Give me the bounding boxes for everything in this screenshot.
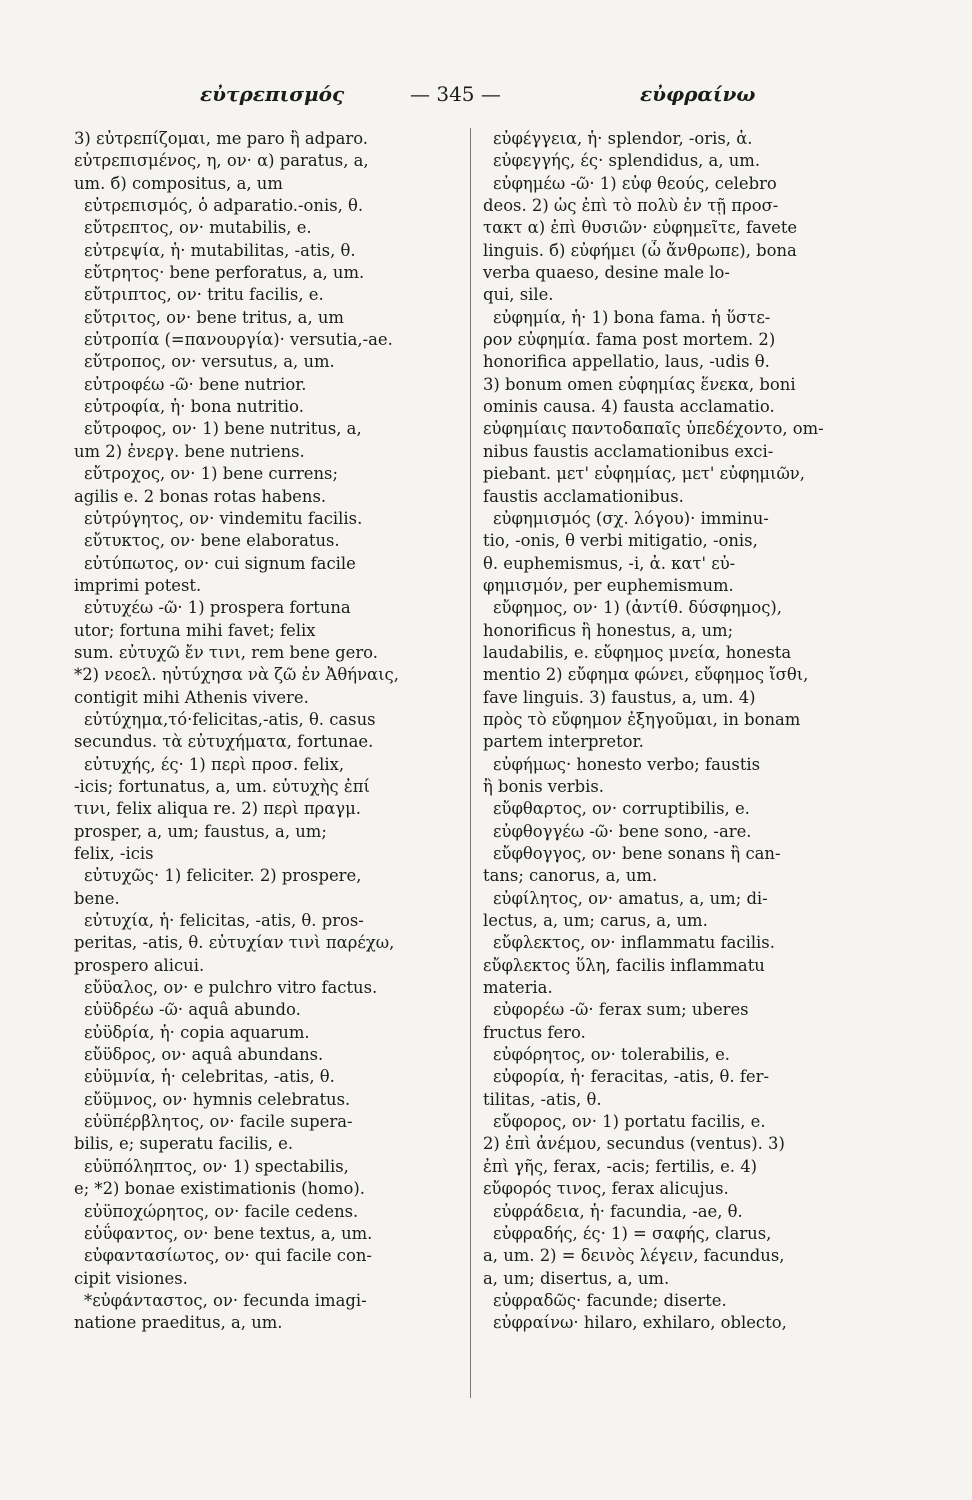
dictionary-line: εὔφημος, ον· 1) (ἀντίθ. δύσφημος),: [493, 598, 782, 618]
dictionary-line: εὔφορος, ον· 1) portatu facilis, e.: [493, 1112, 766, 1132]
dictionary-line: agilis e. 2 bonas rotas habens.: [74, 486, 327, 506]
dictionary-line: εὐφραίνω· hilaro, exhilaro, oblecto,: [493, 1313, 787, 1333]
dictionary-line: *εὐφάνταστος, ον· fecunda imagi-: [84, 1290, 367, 1310]
dictionary-line: εὔτυκτος, ον· bene elaboratus.: [84, 531, 340, 551]
dictionary-line: peritas, -atis, θ. εὐτυχίαν τινὶ παρέχω,: [74, 933, 395, 953]
dictionary-line: εὐτρεπισμός, ὁ adparatio.-onis, θ.: [84, 196, 364, 216]
dictionary-line: εὐφημέω -ῶ· 1) εὐφ θεούς, celebro: [493, 173, 777, 193]
dictionary-line: εὐφόρητος, ον· tolerabilis, e.: [493, 1045, 731, 1065]
dictionary-line: partem interpretor.: [483, 732, 644, 752]
dictionary-line: tilitas, -atis, θ.: [483, 1089, 602, 1109]
dictionary-line: utor; fortuna mihi favet; felix: [74, 620, 316, 640]
dictionary-line: a, um; disertus, a, um.: [483, 1268, 670, 1288]
dictionary-line: qui, sile.: [483, 285, 554, 305]
dictionary-line: εὐΰφαντος, ον· bene textus, a, um.: [84, 1223, 373, 1243]
dictionary-line: τακτ α) ἐπὶ θυσιῶν· εὐφημεῖτε, favete: [483, 218, 798, 238]
dictionary-line: bilis, e; superatu facilis, e.: [74, 1134, 294, 1154]
dictionary-line: εὐϋπέρβλητος, ον· facile supera-: [84, 1112, 353, 1132]
left-column: [74, 128, 462, 1335]
dictionary-line: natione praeditus, a, um.: [74, 1313, 283, 1333]
dictionary-line: εὐφράδεια, ἡ· facundia, -ae, θ.: [493, 1201, 743, 1221]
dictionary-line: imprimi potest.: [74, 575, 202, 595]
dictionary-line: εὐϋποχώρητος, ον· facile cedens.: [84, 1201, 359, 1221]
dictionary-line: εὔτρεπτος, ον· mutabilis, e.: [84, 218, 312, 238]
dictionary-line: felix, -icis: [74, 844, 154, 863]
dictionary-line: tans; canorus, a, um.: [483, 866, 658, 886]
dictionary-line: εὐφημία, ἡ· 1) bona fama. ἡ ὕστε-: [493, 307, 771, 327]
dictionary-line: sum. εὐτυχῶ ἔν τινι, rem bene gero.: [74, 642, 378, 662]
dictionary-line: εὐϋμνία, ἡ· celebritas, -atis, θ.: [84, 1067, 335, 1087]
dictionary-line: εὔτροχος, ον· 1) bene currens;: [84, 464, 338, 484]
dictionary-line: a, um. 2) = δεινὸς λέγειν, facundus,: [483, 1246, 785, 1266]
dictionary-line: εὐφορία, ἡ· feracitas, -atis, θ. fer-: [493, 1067, 769, 1087]
dictionary-line: εὐτρύγητος, ον· vindemitu facilis.: [84, 508, 363, 528]
dictionary-line: prospero alicui.: [74, 955, 205, 975]
dictionary-line: deos. 2) ὡς ἐπὶ τὸ πολὺ ἐν τῇ προσ-: [483, 196, 779, 216]
dictionary-line: laudabilis, e. εὔφημος μνεία, honesta: [483, 642, 792, 662]
dictionary-line: prosper, a, um; faustus, a, um;: [74, 821, 327, 841]
dictionary-line: 3) bonum omen εὐφημίας ἕνεκα, boni: [483, 374, 796, 394]
dictionary-line: ominis causa. 4) fausta acclamatio.: [483, 397, 775, 417]
dictionary-line: εὔφλεκτος ὕλη, facilis inflammatu: [483, 955, 765, 975]
dictionary-line: honorifica appellatio, laus, -udis θ.: [483, 352, 770, 372]
dictionary-line: φημισμόν, per euphemismum.: [483, 575, 734, 595]
dictionary-line: fave linguis. 3) faustus, a, um. 4): [483, 687, 756, 707]
dictionary-line: εὔϋαλος, ον· e pulchro vitro factus.: [84, 978, 378, 998]
right-running-headword: εὐφραίνω: [640, 82, 756, 106]
dictionary-line: πρὸς τὸ εὔφημον ἐξηγοῦμαι, in bonam: [483, 709, 801, 729]
dictionary-line: εὐϋπόληπτος, ον· 1) spectabilis,: [84, 1156, 349, 1176]
dictionary-line: fructus fero.: [483, 1022, 586, 1042]
dictionary-line: εὔτρητος· bene perforatus, a, um.: [84, 263, 365, 283]
dictionary-line: linguis. б) εὐφήμει (ὦ ἄνθρωπε), bona: [483, 240, 797, 260]
right-column: [483, 128, 871, 1335]
dictionary-line: εὐτρεπισμένος, η, ον· α) paratus, a,: [74, 151, 369, 171]
dictionary-line: εὔτριπτος, ον· tritu facilis, e.: [84, 285, 324, 305]
dictionary-line: *2) νεοελ. ηὐτύχησα νὰ ζῶ ἐν Ἀθήναις,: [74, 665, 399, 685]
dictionary-line: εὐτροφία, ἡ· bona nutritio.: [84, 397, 304, 417]
dictionary-line: bene.: [74, 888, 120, 908]
dictionary-line: 2) ἐπὶ ἀνέμου, secundus (ventus). 3): [483, 1134, 785, 1154]
dictionary-line: εὐτυχῶς· 1) feliciter. 2) prospere,: [84, 866, 362, 886]
dictionary-line: ἢ bonis verbis.: [483, 776, 604, 796]
dictionary-line: εὐτρεψία, ἡ· mutabilitas, -atis, θ.: [84, 240, 356, 260]
dictionary-line: θ. euphemismus, -i, ἀ. κατ' εὐ-: [483, 553, 736, 573]
dictionary-line: εὐφημισμός (σχ. λόγου)· imminu-: [493, 508, 769, 528]
page-number: — 345 —: [410, 82, 501, 106]
dictionary-line: εὔφθαρτος, ον· corruptibilis, e.: [493, 799, 750, 819]
dictionary-line: τινι, felix aliqua re. 2) περὶ πραγμ.: [74, 799, 361, 819]
dictionary-line: εὔϋδρος, ον· aquâ abundans.: [84, 1045, 324, 1065]
dictionary-line: εὐτυχία, ἡ· felicitas, -atis, θ. pros-: [84, 911, 364, 931]
column-divider: [470, 128, 471, 1398]
dictionary-line: εὐφέγγεια, ἡ· splendor, -oris, ἀ.: [493, 129, 753, 148]
dictionary-line: εὐϋδρία, ἡ· copia aquarum.: [84, 1022, 310, 1042]
dictionary-line: εὐτυχής, ές· 1) περὶ προσ. felix,: [84, 754, 345, 774]
dictionary-line: εὐφήμως· honesto verbo; faustis: [493, 754, 761, 774]
dictionary-line: εὐφίλητος, ον· amatus, a, um; di-: [493, 888, 768, 908]
dictionary-line: εὔτροπος, ον· versutus, a, um.: [84, 352, 335, 372]
dictionary-line: εὐϋδρέω -ῶ· aquâ abundo.: [84, 1000, 301, 1020]
dictionary-line: -icis; fortunatus, a, um. εὐτυχὴς ἐπί: [74, 776, 370, 796]
dictionary-line: verba quaeso, desine male lo-: [483, 263, 730, 283]
dictionary-line: tio, -onis, θ verbi mitigatio, -onis,: [483, 531, 758, 551]
dictionary-line: εὐφθογγέω -ῶ· bene sono, -are.: [493, 821, 752, 841]
dictionary-line: ἐπὶ γῆς, ferax, -acis; fertilis, e. 4): [483, 1156, 758, 1176]
dictionary-line: εὐτυχέω -ῶ· 1) prospera fortuna: [84, 598, 351, 618]
dictionary-line: honorificus ἢ honestus, a, um;: [483, 620, 734, 640]
dictionary-line: um. б) compositus, a, um: [74, 173, 283, 193]
dictionary-line: εὔτριτος, ον· bene tritus, a, um: [84, 307, 344, 327]
dictionary-line: ρον εὐφημία. fama post mortem. 2): [483, 330, 776, 350]
dictionary-line: εὐτύχημα,τό·felicitas,-atis, θ. casus: [84, 709, 376, 729]
dictionary-line: εὔϋμνος, ον· hymnis celebratus.: [84, 1089, 351, 1109]
left-running-headword: εὐτρεπισμός: [200, 82, 345, 106]
dictionary-line: εὐφραδής, ές· 1) = σαφής, clarus,: [493, 1223, 772, 1243]
dictionary-line: lectus, a, um; carus, a, um.: [483, 911, 708, 931]
dictionary-line: εὐτροπία (=πανουργία)· versutia,-ae.: [84, 330, 393, 350]
dictionary-line: cipit visiones.: [74, 1268, 188, 1288]
dictionary-line: materia.: [483, 978, 553, 998]
dictionary-line: εὐφεγγής, ές· splendidus, a, um.: [493, 151, 761, 171]
dictionary-line: um 2) ἐνεργ. bene nutriens.: [74, 441, 305, 461]
dictionary-line: εὐφαντασίωτος, ον· qui facile con-: [84, 1246, 372, 1266]
dictionary-line: faustis acclamationibus.: [483, 486, 684, 506]
dictionary-line: εὐτροφέω -ῶ· bene nutrior.: [84, 374, 307, 394]
dictionary-line: εὔφορός τινος, ferax alicujus.: [483, 1179, 729, 1199]
dictionary-line: 3) εὐτρεπίζομαι, me paro ἢ adparo.: [74, 129, 369, 148]
dictionary-line: εὐφραδῶς· facunde; diserte.: [493, 1290, 727, 1310]
page-header: [120, 82, 840, 112]
dictionary-line: εὐτύπωτος, ον· cui signum facile: [84, 553, 356, 573]
dictionary-line: contigit mihi Athenis vivere.: [74, 687, 309, 707]
dictionary-line: mentio 2) εὔφημα φώνει, εὔφημος ἴσθι,: [483, 665, 809, 685]
dictionary-line: εὔφλεκτος, ον· inflammatu facilis.: [493, 933, 775, 953]
dictionary-line: εὐφημίαις παντοδαπαῖς ὑπεδέχοντο, om-: [483, 419, 824, 439]
dictionary-line: e; *2) bonae existimationis (homo).: [74, 1179, 365, 1199]
dictionary-line: secundus. τὰ εὐτυχήματα, fortunae.: [74, 732, 374, 752]
dictionary-line: εὐφορέω -ῶ· ferax sum; uberes: [493, 1000, 749, 1020]
dictionary-line: εὔτροφος, ον· 1) bene nutritus, a,: [84, 419, 362, 439]
dictionary-line: nibus faustis acclamationibus exci-: [483, 441, 774, 461]
dictionary-line: εὔφθογγος, ον· bene sonans ἢ can-: [493, 844, 781, 863]
dictionary-line: piebant. μετ' εὐφημίας, μετ' εὐφημιῶν,: [483, 464, 805, 484]
